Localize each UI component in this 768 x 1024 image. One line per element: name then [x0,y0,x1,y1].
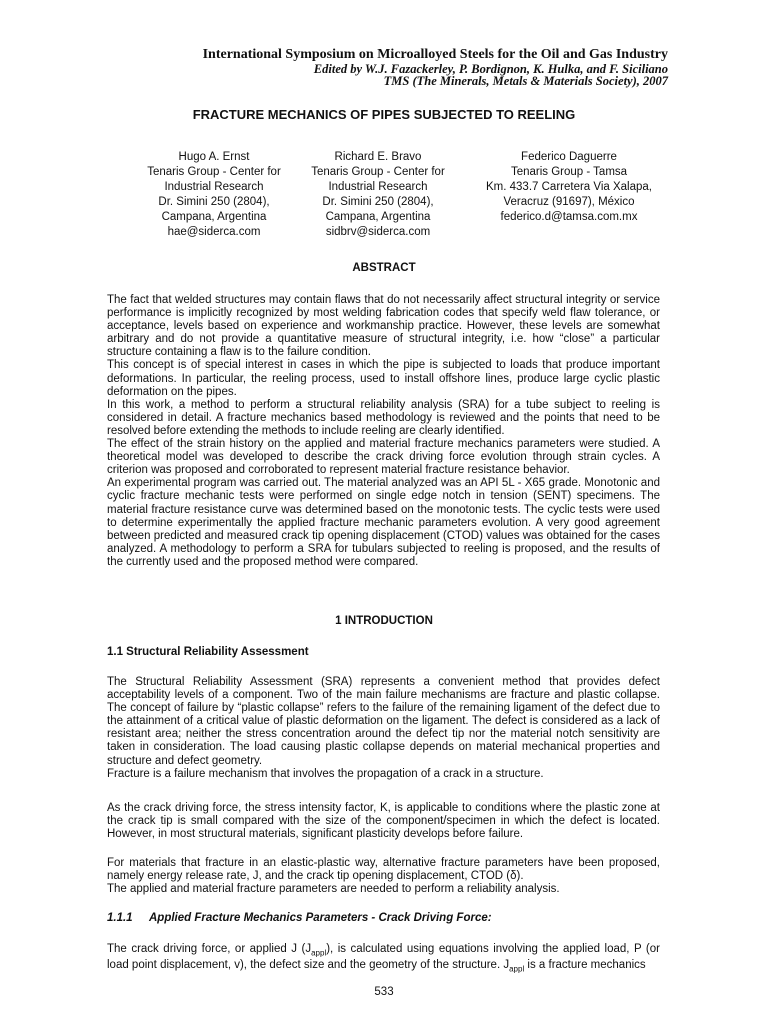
author-affiliation: Tenaris Group - Center for [311,166,445,178]
author-address: Campana, Argentina [325,211,431,223]
elastic-plastic-body [107,857,660,896]
subsubsection-number: 1.1.1 [107,912,133,924]
subscript-appl: appl [509,964,525,974]
symposium-title: International Symposium on Microalloyed Steels for the Oil and Gas Industry [202,47,668,62]
abstract-paragraph: This concept is of special interest in cases in which the pipe is subjected to loads that produce important deformations. In particular, the reeling process, used to install offshore lines, produce large cyclic plastic deformation on the pipes. [107,359,660,398]
author-affiliation: Industrial Research [328,181,428,193]
author-email: federico.d@tamsa.com.mx [500,211,638,223]
body-paragraph: The Structural Reliability Assessment (SRA) represents a convenient method that provides defect acceptability levels of a component. Two of the main failure mechanisms are fracture and plastic collapse. The concept of failure by “plastic collapse” refers to the failure of the remaining ligament of the defect due to the attainment of a critical value of plastic deformation on the ligament. The defect is considered as a lack of resistant area; neither the stress concentration around the defect tip nor the material notch sensitivity are taken in consideration. The load causing plastic collapse depends on material mechanical properties and structure and defect geometry. [107,676,660,767]
crack-driving-force-body [107,943,660,976]
abstract-heading: ABSTRACT [352,262,416,274]
text-run: ), is calculated using equations involving the applied load, P (or load point displacement, v), the defect size and the geometry of the structure. J [107,943,660,972]
abstract-paragraph: An experimental program was carried out. The material analyzed was an API 5L - X65 grade. Monotonic and cyclic fracture mechanic tests were performed on single edge notch in tension (SENT) specimens. The material fracture resistance curve was determined based on the monotonic tests. The cyclic tests were used to determine experimentally the applied fracture mechanic parameters evolution. A very good agreement between predicted and measured crack tip opening displacement (CTOD) values was obtained for the cases analyzed. A methodology to perform a SRA for tubulars subjected to reeling is proposed, and the results of the currently used and the proposed method were compared. [107,477,660,568]
paper-title: FRACTURE MECHANICS OF PIPES SUBJECTED TO REELING [192,107,576,122]
author-block-bravo [278,150,478,240]
author-address: Dr. Simini 250 (2804), [158,196,270,208]
subsubsection-title: Applied Fracture Mechanics Parameters - Crack Driving Force: [149,912,492,924]
author-affiliation: Industrial Research [164,181,264,193]
author-affiliation: Tenaris Group - Tamsa [510,166,628,178]
author-email: hae@siderca.com [167,226,261,238]
author-block-daguerre [469,150,669,225]
subscript-appl: appl [311,948,327,958]
author-address: Veracruz (91697), México [503,196,635,208]
abstract-paragraph: In this work, a method to perform a structural reliability analysis (SRA) for a tube subject to reeling is considered in detail. A fracture mechanics based methodology is reviewed and the points that need to be resolved before extending the methods to include reeling are clearly identified. [107,398,660,437]
author-affiliation: Tenaris Group - Center for [147,166,281,178]
author-name: Hugo A. Ernst [178,151,250,163]
body-paragraph: The applied and material fracture parameters are needed to perform a reliability analysis. [107,883,560,896]
sra-body [107,676,660,781]
abstract-body [107,294,660,569]
author-name: Richard E. Bravo [334,151,422,163]
author-email: sidbrv@siderca.com [325,226,431,238]
author-name: Federico Daguerre [521,151,617,163]
page-number: 533 [374,986,394,998]
body-paragraph: For materials that fracture in an elastic-plastic way, alternative fracture parameters have been proposed, namely energy release rate, J, and the crack tip opening displacement, CTOD (δ). [107,857,660,883]
subsubsection-heading [107,912,492,924]
author-address: Dr. Simini 250 (2804), [322,196,434,208]
section-heading-introduction: 1 INTRODUCTION [335,615,433,627]
text-run: is a fracture mechanics [524,959,646,972]
author-address: Campana, Argentina [161,211,267,223]
body-paragraph: Fracture is a failure mechanism that involves the propagation of a crack in a structure. [107,767,544,780]
stress-intensity-paragraph [107,802,660,841]
author-address: Km. 433.7 Carretera Via Xalapa, [486,181,652,193]
text-run: The crack driving force, or applied J (J [107,943,312,955]
subsection-heading-sra: 1.1 Structural Reliability Assessment [107,646,309,658]
abstract-paragraph: The effect of the strain history on the applied and material fracture mechanics parameters were studied. A theoretical model was developed to describe the crack driving force evolution through strain cycles. A criterion was proposed and corroborated to represent material fracture resistance behavior. [107,438,660,477]
editors-line: Edited by W.J. Fazackerley, P. Bordignon, K. Hulka, and F. Siciliano [313,62,668,76]
body-paragraph: As the crack driving force, the stress intensity factor, K, is applicable to conditions where the plastic zone at the crack tip is small compared with the size of the component/specimen in which the defect is located. However, in most structural materials, significant plasticity develops before failure. [107,802,660,841]
publisher-line: TMS (The Minerals, Metals & Materials Society), 2007 [383,74,668,88]
abstract-paragraph: The fact that welded structures may contain flaws that do not necessarily affect structural integrity or service performance is implicitly recognized by most welding fabrication codes that specify weld flaw tolerance, or acceptance, levels based on experience and workmanship practice. However, these levels are somewhat arbitrary and do not provide a quantitative measure of structural integrity, i.e. how “close” a particular structure containing a flaw is to the failure condition. [107,294,660,359]
body-paragraph [107,943,660,976]
